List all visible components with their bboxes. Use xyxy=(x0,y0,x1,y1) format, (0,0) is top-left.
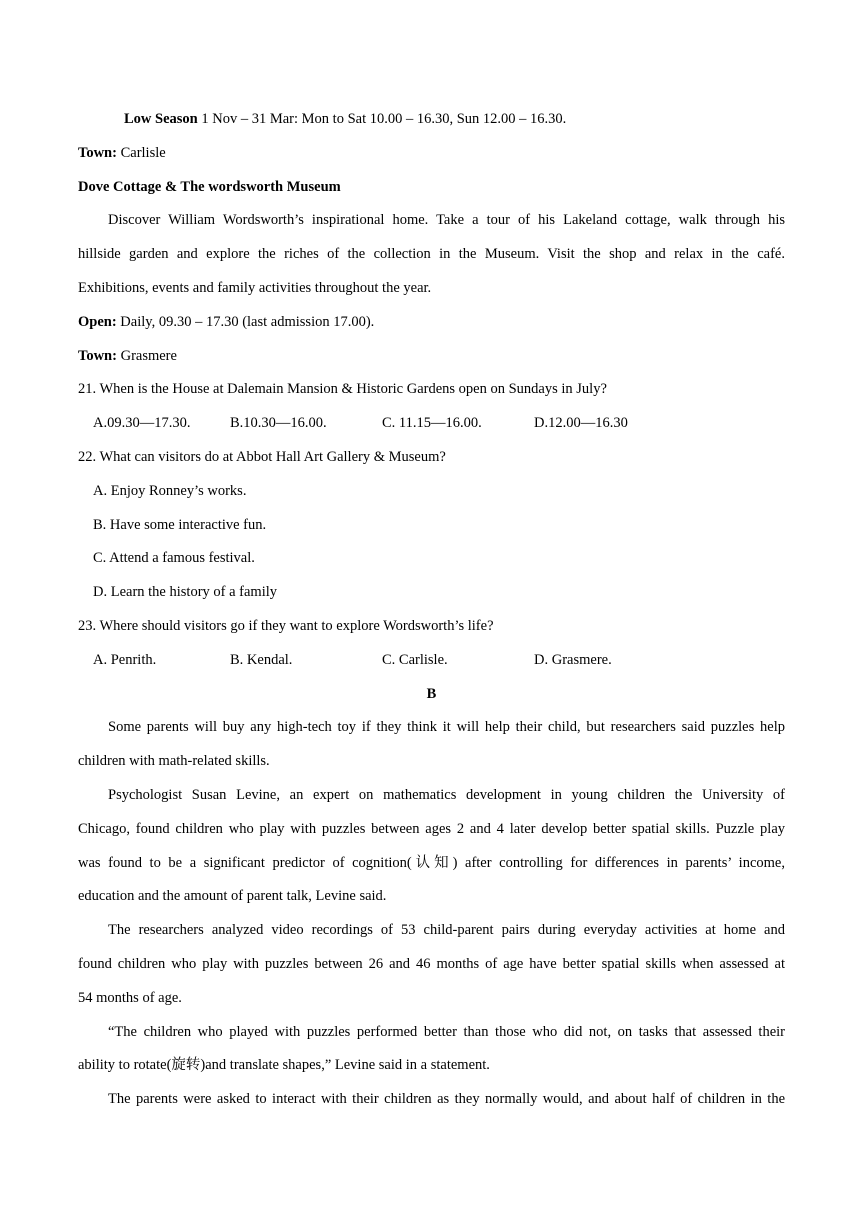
passage-line: The parents were asked to interact with their children as they normally would, and about half of children in the xyxy=(108,1091,785,1108)
passage-line: Chicago, found children who play with puzzles between ages 2 and 4 later develop better spatial skills. Puzzle play xyxy=(78,820,785,837)
dove-description-line: Exhibitions, events and family activities throughout the year. xyxy=(78,279,432,296)
document-page xyxy=(78,103,785,1117)
town-value: Grasmere xyxy=(116,347,177,364)
option-a[interactable]: A.09.30—17.30. xyxy=(93,415,191,432)
option-b[interactable]: B. Have some interactive fun. xyxy=(93,516,267,533)
question-23: 23. Where should visitors go if they want to explore Wordsworth’s life? xyxy=(78,617,494,634)
low-season-label: Low Season xyxy=(124,111,198,127)
dove-description-line: hillside garden and explore the riches of the collection in the Museum. Visit the shop and relax in the café. xyxy=(78,246,785,263)
option-d[interactable]: D. Grasmere. xyxy=(534,651,612,668)
question-22: 22. What can visitors do at Abbot Hall Art Gallery & Museum? xyxy=(78,448,446,465)
town-value: Carlisle xyxy=(116,144,166,161)
section-b-heading: B xyxy=(426,685,437,702)
option-d[interactable]: D.12.00—16.30 xyxy=(534,415,628,432)
open-label: Open: xyxy=(78,313,117,330)
option-b[interactable]: B. Kendal. xyxy=(230,651,293,668)
open-value: Daily, 09.30 – 17.30 (last admission 17.00). xyxy=(116,313,375,330)
option-c[interactable]: C. Attend a famous festival. xyxy=(93,550,255,567)
option-b[interactable]: B.10.30—16.00. xyxy=(230,415,327,432)
town-label: Town: xyxy=(78,144,117,161)
passage-line: “The children who played with puzzles performed better than those who did not, on tasks that assessed their xyxy=(108,1023,785,1040)
option-c[interactable]: C. 11.15—16.00. xyxy=(382,415,482,432)
passage-line: found children who play with puzzles between 26 and 46 months of age have better spatial skills when assessed at xyxy=(78,955,785,972)
dove-cottage-title: Dove Cottage & The wordsworth Museum xyxy=(78,178,341,195)
passage-line: was found to be a significant predictor of cognition(认知) after controlling for differences in parents’ income, xyxy=(78,854,785,871)
question-23-options xyxy=(78,644,785,678)
low-season-text: 1 Nov – 31 Mar: Mon to Sat 10.00 – 16.30, Sun 12.00 – 16.30. xyxy=(197,111,567,127)
passage-line: ability to rotate(旋转)and translate shapes,” Levine said in a statement. xyxy=(78,1057,490,1074)
question-21-options xyxy=(78,407,785,441)
option-a[interactable]: A. Enjoy Ronney’s works. xyxy=(93,482,247,499)
passage-line: Psychologist Susan Levine, an expert on mathematics development in young children the University of xyxy=(108,786,785,803)
option-c[interactable]: C. Carlisle. xyxy=(382,651,448,668)
passage-line: Some parents will buy any high-tech toy if they think it will help their child, but researchers said puzzles help xyxy=(108,719,785,736)
town-grasmere-line xyxy=(78,340,785,374)
low-season-line xyxy=(78,103,785,137)
open-hours-line xyxy=(78,306,785,340)
question-21: 21. When is the House at Dalemain Mansion & Historic Gardens open on Sundays in July? xyxy=(78,381,607,398)
dove-description-line: Discover William Wordsworth’s inspirational home. Take a tour of his Lakeland cottage, walk through his xyxy=(108,212,785,229)
town-carlisle-line xyxy=(78,137,785,171)
passage-line: The researchers analyzed video recordings of 53 child-parent pairs during everyday activities at home and xyxy=(108,922,785,939)
passage-line: 54 months of age. xyxy=(78,989,182,1006)
option-d[interactable]: D. Learn the history of a family xyxy=(93,584,278,601)
passage-line: education and the amount of parent talk, Levine said. xyxy=(78,888,387,905)
town-label: Town: xyxy=(78,347,117,364)
option-a[interactable]: A. Penrith. xyxy=(93,651,157,668)
passage-line: children with math-related skills. xyxy=(78,753,270,770)
